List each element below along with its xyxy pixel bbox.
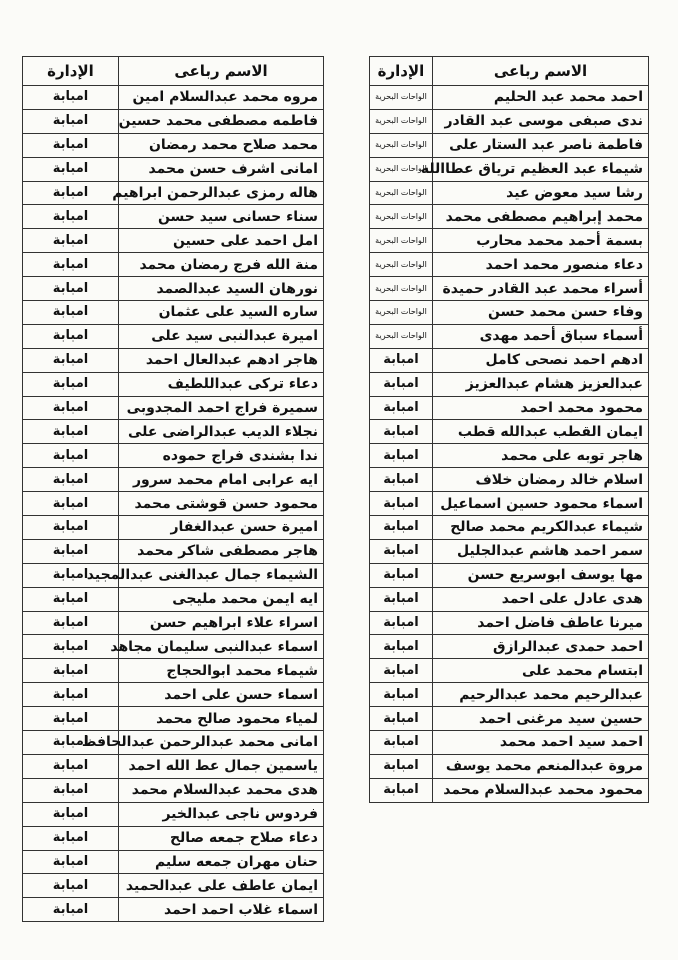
table-row [23,563,324,587]
department: امبابة [23,898,119,922]
table-row [23,492,324,516]
department: امبابة [23,205,119,229]
department: الواحات البحرية [370,301,433,325]
person-name: ابتسام محمد على [433,659,649,683]
person-name: محمود محمد عبدالسلام محمد [433,778,649,802]
department: امبابة [23,324,119,348]
department: امبابة [23,802,119,826]
table-row [370,157,649,181]
department: امبابة [370,587,433,611]
person-name: محمد صلاح محمد رمضان [119,133,324,157]
table-row [23,731,324,755]
person-name: حسين سيد مرغنى احمد [433,707,649,731]
department: امبابة [370,372,433,396]
person-name: ادهم احمد نصحى كامل [433,348,649,372]
person-name: سمر احمد هاشم عبدالجليل [433,539,649,563]
table-row [23,396,324,420]
department: امبابة [370,754,433,778]
person-name: عبدالعزيز هشام عبدالعزيز [433,372,649,396]
department: امبابة [23,372,119,396]
person-name: الشيماء جمال عبدالغنى عبدالمجيد [119,563,324,587]
person-name: اسماء عبدالنبى سليمان مجاهد [119,635,324,659]
person-name: اميرة عبدالنبى سيد على [119,324,324,348]
person-name: رشا سيد معوض عيد [433,181,649,205]
person-name: بسمة أحمد محمد محارب [433,229,649,253]
table-row [23,468,324,492]
table-row [23,802,324,826]
department: امبابة [370,516,433,540]
table-row [370,611,649,635]
department: امبابة [370,420,433,444]
table-row [23,133,324,157]
person-name: ايه عرابى امام محمد سرور [119,468,324,492]
department-column-header: الإدارة [23,57,119,86]
person-name: وفاء حسن محمد حسن [433,301,649,325]
department: امبابة [370,659,433,683]
table-row [23,826,324,850]
department: امبابة [23,754,119,778]
department: امبابة [370,683,433,707]
department: امبابة [23,778,119,802]
person-name: سميرة فراج احمد المجدوبى [119,396,324,420]
person-name: شيماء عبد العظيم ترياق عطاالله [433,157,649,181]
person-name: اسماء محمود حسين اسماعيل [433,492,649,516]
department: امبابة [370,731,433,755]
person-name: اميرة حسن عبدالغفار [119,516,324,540]
department: امبابة [370,611,433,635]
person-name: اسماء حسن على احمد [119,683,324,707]
person-name: ندا بشندى فراج حموده [119,444,324,468]
department: الواحات البحرية [370,181,433,205]
person-name: ساره السيد على عثمان [119,301,324,325]
table-row [370,348,649,372]
person-name: ندى صبفى موسى عبد القادر [433,109,649,133]
table-row [23,109,324,133]
person-name: هاجر توبه على محمد [433,444,649,468]
department: امبابة [23,86,119,110]
department: امبابة [23,563,119,587]
table-row [23,205,324,229]
department: امبابة [23,301,119,325]
department: امبابة [23,516,119,540]
department: امبابة [23,348,119,372]
table-row [370,420,649,444]
person-name: مروه محمد عبدالسلام امين [119,86,324,110]
department: امبابة [370,444,433,468]
table-row [370,707,649,731]
table-row [370,635,649,659]
person-name: احمد سيد احمد محمد [433,731,649,755]
person-name: هدى عادل على احمد [433,587,649,611]
person-name: ياسمين جمال عط الله احمد [119,754,324,778]
header-row [23,57,324,86]
table-row [370,253,649,277]
name-column-header: الاسم رباعى [433,57,649,86]
person-name: اسماء غلاب احمد احمد [119,898,324,922]
right-table-body [370,86,649,803]
table-row [23,444,324,468]
person-name: امانى اشرف حسن محمد [119,157,324,181]
table-row [370,731,649,755]
department: امبابة [23,181,119,205]
department: امبابة [23,109,119,133]
department: امبابة [370,348,433,372]
department: الواحات البحرية [370,86,433,110]
person-name: عبدالرحيم محمد عبدالرحيم [433,683,649,707]
person-name: نجلاء الديب عبدالراضى على [119,420,324,444]
table-row [370,324,649,348]
department: الواحات البحرية [370,133,433,157]
table-row [23,348,324,372]
person-name: شيماء محمد ابوالحجاج [119,659,324,683]
department: الواحات البحرية [370,109,433,133]
left-table-body [23,86,324,922]
person-name: أسراء محمد عبد القادر حميدة [433,277,649,301]
department: امبابة [23,468,119,492]
department-column-header: الإدارة [370,57,433,86]
department: امبابة [23,587,119,611]
table-row [23,86,324,110]
table-row [370,587,649,611]
department: امبابة [23,635,119,659]
person-name: احمد محمد عبد الحليم [433,86,649,110]
department: امبابة [370,778,433,802]
person-name: أسماء سباق أحمد مهدى [433,324,649,348]
department: امبابة [23,707,119,731]
table-row [370,181,649,205]
table-row [23,778,324,802]
table-row [370,205,649,229]
person-name: محمود حسن قوشتى محمد [119,492,324,516]
table-row [370,396,649,420]
department: امبابة [23,874,119,898]
person-name: دعاء منصور محمد احمد [433,253,649,277]
person-name: دعاء صلاح جمعه صالح [119,826,324,850]
person-name: فردوس ناجى عبدالخير [119,802,324,826]
table-row [370,778,649,802]
person-name: شيماء عبدالكريم محمد صالح [433,516,649,540]
table-row [23,898,324,922]
table-row [370,563,649,587]
table-row [23,683,324,707]
right-roster-table [369,56,649,803]
department: امبابة [23,611,119,635]
table-row [23,301,324,325]
department: امبابة [370,492,433,516]
table-row [23,229,324,253]
table-row [23,372,324,396]
table-row [370,109,649,133]
department: الواحات البحرية [370,229,433,253]
department: امبابة [370,396,433,420]
person-name: هدى محمد عبدالسلام محمد [119,778,324,802]
person-name: سناء حسانى سيد حسن [119,205,324,229]
department: الواحات البحرية [370,205,433,229]
table-row [23,754,324,778]
department: امبابة [23,133,119,157]
department: امبابة [23,826,119,850]
person-name: منة الله فرج رمضان محمد [119,253,324,277]
table-row [370,516,649,540]
table-row [23,587,324,611]
person-name: محمد إبراهيم مصطفى محمد [433,205,649,229]
table-row [370,754,649,778]
table-row [23,253,324,277]
department: امبابة [370,468,433,492]
table-row [370,372,649,396]
department: امبابة [23,444,119,468]
department: امبابة [370,707,433,731]
person-name: دعاء تركى عبداللطيف [119,372,324,396]
person-name: اسراء علاء ابراهيم حسن [119,611,324,635]
person-name: هاجر ادهم عبدالعال احمد [119,348,324,372]
department: امبابة [23,659,119,683]
department: امبابة [370,539,433,563]
table-row [370,301,649,325]
department: امبابة [23,157,119,181]
table-row [23,420,324,444]
department: امبابة [23,731,119,755]
person-name: ايمان عاطف على عبدالحميد [119,874,324,898]
department: امبابة [23,539,119,563]
table-row [370,133,649,157]
left-roster-table [22,56,324,922]
header-row [370,57,649,86]
table-row [370,277,649,301]
department: امبابة [23,396,119,420]
table-row [370,229,649,253]
department: امبابة [23,253,119,277]
department: امبابة [23,683,119,707]
person-name: فاطمة ناصر عبد الستار على [433,133,649,157]
table-row [23,850,324,874]
person-name: فاطمه مصطفى محمد حسين [119,109,324,133]
person-name: نورهان السيد عبدالصمد [119,277,324,301]
person-name: مروة عبدالمنعم محمد يوسف [433,754,649,778]
table-row [23,277,324,301]
table-row [23,324,324,348]
table-row [370,468,649,492]
department: الواحات البحرية [370,157,433,181]
name-column-header: الاسم رباعى [119,57,324,86]
table-row [23,181,324,205]
table-row [370,86,649,110]
department: الواحات البحرية [370,277,433,301]
department: الواحات البحرية [370,324,433,348]
person-name: محمود محمد احمد [433,396,649,420]
table-row [370,444,649,468]
department: امبابة [23,850,119,874]
department: امبابة [370,635,433,659]
department: امبابة [370,563,433,587]
department: امبابة [23,492,119,516]
person-name: احمد حمدى عبدالرازق [433,635,649,659]
table-row [23,635,324,659]
table-row [23,539,324,563]
table-row [23,659,324,683]
table-row [23,516,324,540]
person-name: ايمان القطب عبدالله قطب [433,420,649,444]
table-row [23,611,324,635]
table-row [370,492,649,516]
table-row [370,659,649,683]
person-name: حنان مهران جمعه سليم [119,850,324,874]
table-row [23,157,324,181]
department: امبابة [23,229,119,253]
table-row [370,539,649,563]
person-name: لمياء محمود صالح محمد [119,707,324,731]
person-name: هاله رمزى عبدالرحمن ابراهيم [119,181,324,205]
person-name: امانى محمد عبدالرحمن عبدالحافظ [119,731,324,755]
person-name: هاجر مصطفى شاكر محمد [119,539,324,563]
table-row [370,683,649,707]
table-row [23,874,324,898]
person-name: امل احمد على حسين [119,229,324,253]
department: امبابة [23,420,119,444]
table-row [23,707,324,731]
person-name: ايه ايمن محمد مليجى [119,587,324,611]
person-name: اسلام خالد رمضان خلاف [433,468,649,492]
department: الواحات البحرية [370,253,433,277]
department: امبابة [23,277,119,301]
person-name: مها يوسف ابوسريع حسن [433,563,649,587]
person-name: ميرنا عاطف فاضل احمد [433,611,649,635]
